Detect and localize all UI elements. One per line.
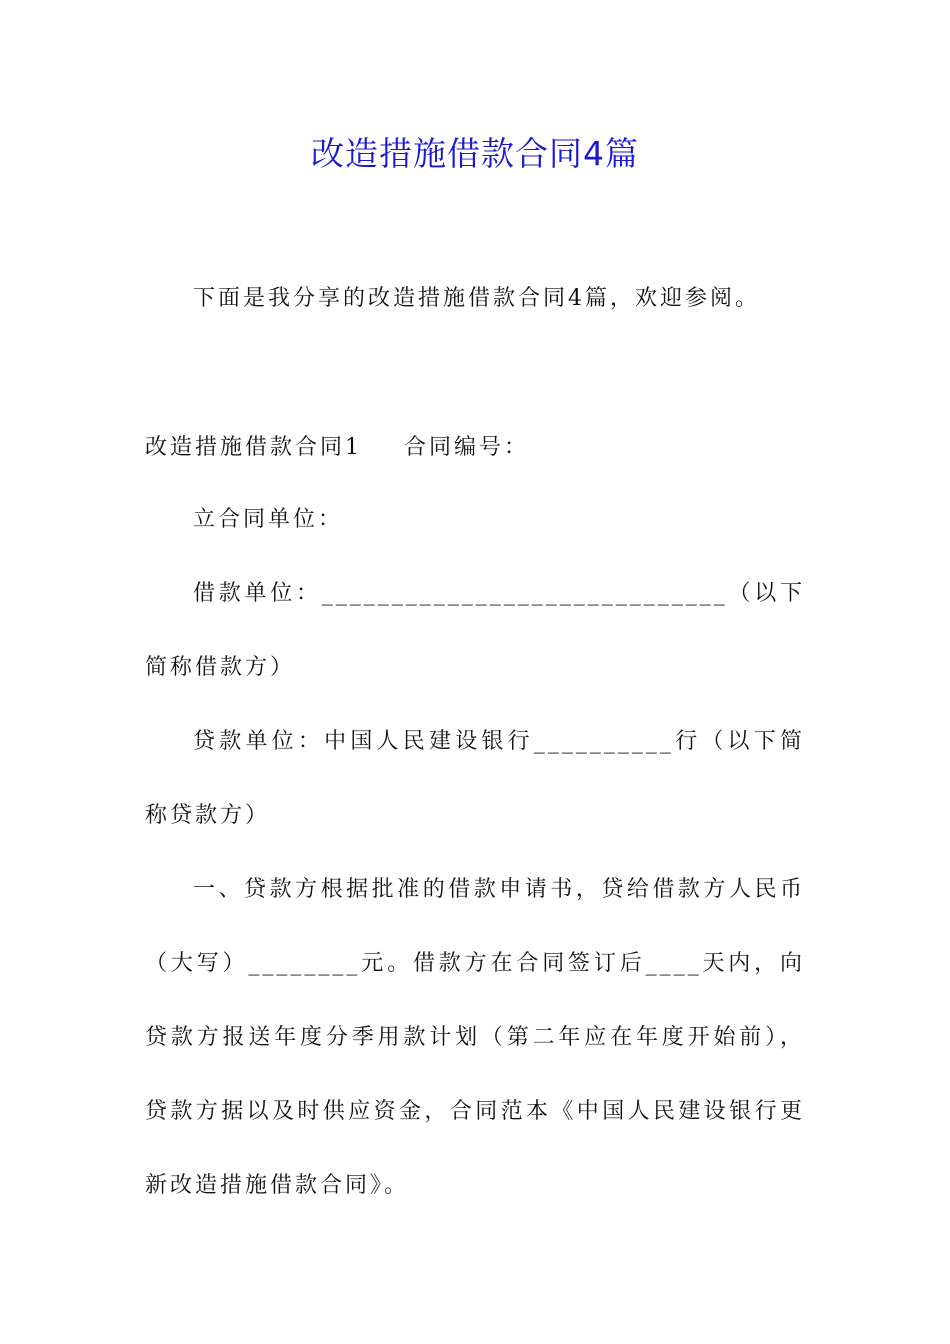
- contract-parties-label: 立合同单位：: [193, 507, 344, 532]
- contract-number-label: 合同编号：: [404, 435, 530, 460]
- intro-block: [145, 262, 805, 336]
- section-heading: [145, 411, 805, 485]
- section-heading-line: [145, 411, 805, 485]
- contract-body: [145, 483, 805, 1223]
- document-title: 改造措施借款合同4篇: [311, 134, 639, 173]
- intro-paragraph: 下面是我分享的改造措施借款合同4篇，欢迎参阅。: [193, 286, 760, 311]
- section-title: 改造措施借款合同1: [145, 435, 362, 460]
- borrower-paragraph: 借款单位：_____________________________（以下简称借款方）: [145, 581, 805, 680]
- lender-paragraph: 贷款单位：中国人民建设银行__________行（以下简称贷款方）: [145, 729, 805, 828]
- clause-one-paragraph: 一、贷款方根据批准的借款申请书，贷给借款方人民币（大写）________元。借款方在合同签订后____天内，向贷款方报送年度分季用款计划（第二年应在年度开始前），贷款方据以及时供应资金，合同范本《中国人民建设银行更新改造措施借款合同》。: [145, 877, 805, 1198]
